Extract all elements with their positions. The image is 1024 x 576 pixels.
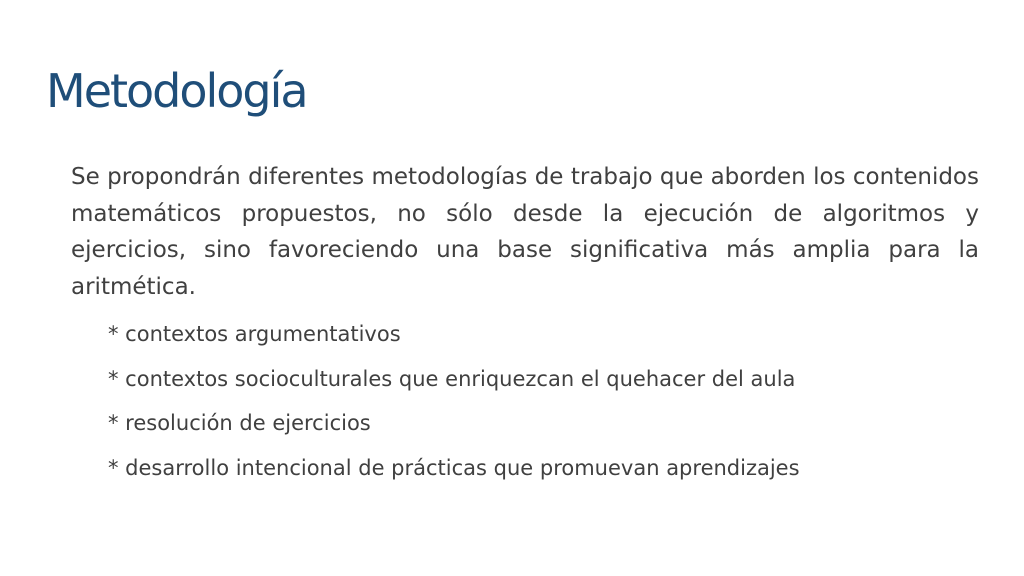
slide-title: Metodología [46, 64, 307, 118]
bullet-item: * desarrollo intencional de prácticas que promuevan aprendizajes [108, 455, 800, 480]
bullet-list [108, 312, 988, 490]
bullet-item: * contextos argumentativos [108, 322, 401, 346]
body-paragraph: Se propondrán diferentes metodologías de trabajo que aborden los contenidos matemáticos propuestos, no sólo desde la ejecución de algoritmos y ejercicios, sino favoreciendo una base significativa más amplia para la aritmética. [71, 164, 979, 300]
bullet-item: * resolución de ejercicios [108, 411, 371, 435]
bullet-item: * contextos socioculturales que enriquezcan el quehacer del aula [108, 366, 796, 391]
